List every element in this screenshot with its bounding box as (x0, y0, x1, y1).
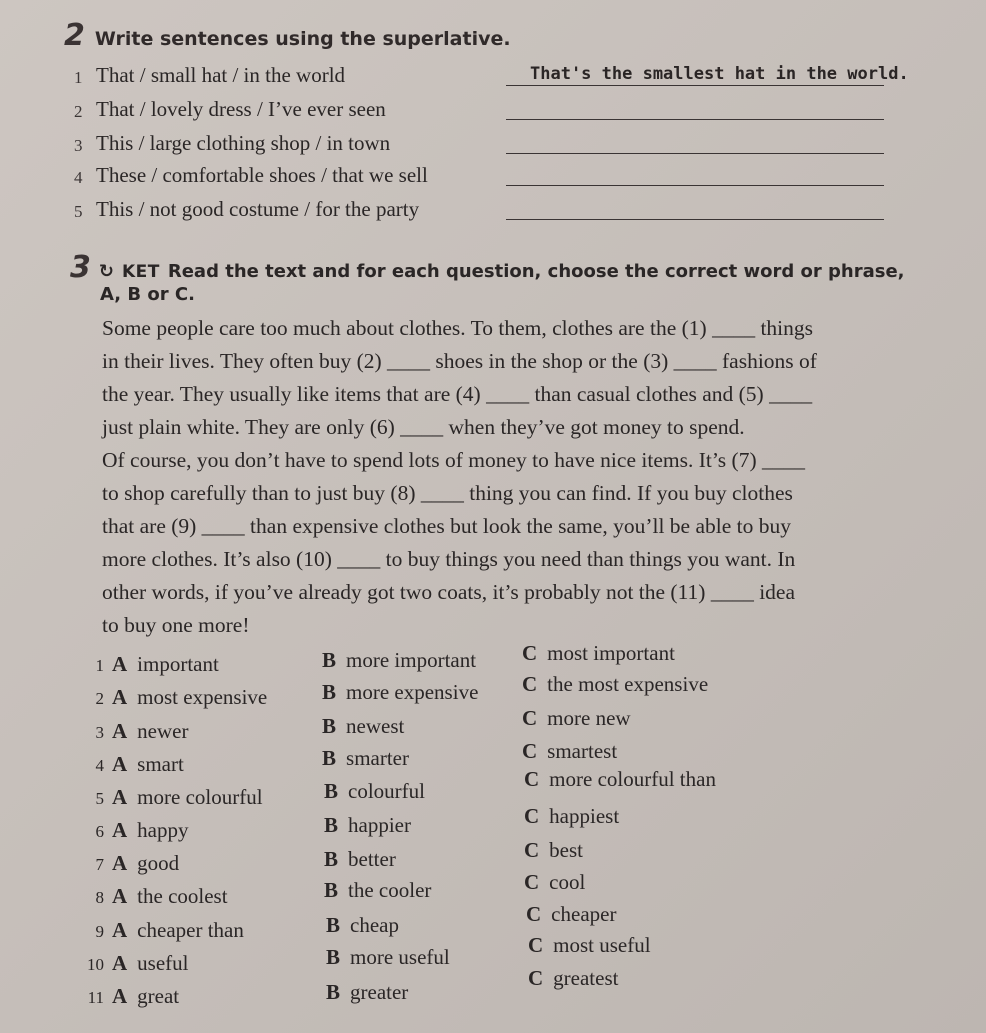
option-text: the coolest (137, 884, 228, 908)
question-number: 10 (87, 955, 104, 974)
option-letter: B (326, 913, 341, 937)
option-a[interactable] (78, 851, 179, 876)
sentence-prompt: These / comfortable shoes / that we sell (96, 163, 428, 187)
exercise-title-continued: A, B or C. (100, 284, 195, 305)
text-line: Some people care too much about clothes. To them, clothes are the (1) ____ things (102, 316, 814, 340)
option-b[interactable] (324, 878, 431, 903)
option-text: more colourful than (549, 767, 716, 791)
question-number: 1 (95, 656, 104, 675)
answer-line[interactable] (506, 185, 884, 186)
option-text: colourful (348, 779, 425, 803)
text-line: that are (9) ____ than expensive clothes but look the same, you’ll be able to buy (102, 514, 792, 538)
option-text: the cooler (348, 878, 432, 902)
text-line: to shop carefully than to just buy (8) ____ thing you can find. If you buy clothes (102, 481, 793, 505)
text-line: more clothes. It’s also (10) ____ to buy things you need than things you want. In (102, 547, 796, 571)
answer-line[interactable] (506, 153, 884, 154)
option-letter: C (528, 966, 544, 990)
option-text: cheaper (551, 902, 617, 926)
option-text: newer (137, 719, 189, 743)
option-c[interactable] (524, 838, 583, 863)
option-letter: A (112, 951, 128, 975)
sentence-row (74, 192, 884, 222)
option-text: smartest (547, 739, 618, 763)
option-text: cool (549, 870, 586, 894)
option-letter: A (112, 918, 128, 942)
sentence-row (74, 126, 884, 156)
exercise-3-header (70, 250, 905, 285)
option-letter: C (524, 767, 540, 791)
option-text: best (549, 838, 583, 862)
option-c[interactable] (524, 804, 619, 829)
option-c[interactable] (528, 933, 651, 958)
option-text: happy (137, 818, 189, 842)
sentence-row (74, 158, 884, 188)
text-line: just plain white. They are only (6) ____ when they’ve got money to spend. (102, 415, 745, 439)
option-text: more colourful (137, 785, 263, 809)
option-text: most important (547, 641, 675, 665)
question-number: 7 (95, 855, 104, 874)
option-a[interactable] (78, 884, 228, 909)
option-letter: B (322, 714, 337, 738)
option-letter: B (326, 980, 341, 1004)
option-a[interactable] (78, 785, 263, 810)
option-letter: C (524, 870, 540, 894)
option-text: great (137, 984, 180, 1008)
option-a[interactable] (78, 951, 189, 976)
option-text: smarter (346, 746, 409, 770)
option-text: most expensive (137, 685, 268, 709)
option-letter: B (324, 779, 339, 803)
option-b[interactable] (322, 714, 404, 739)
option-letter: C (522, 641, 538, 665)
text-line: Of course, you don’t have to spend lots of money to have nice items. It’s (7) ____ (102, 448, 805, 472)
sentence-prompt: This / large clothing shop / in town (96, 131, 391, 155)
option-b[interactable] (324, 779, 425, 804)
option-letter: C (524, 804, 540, 828)
option-letter: C (526, 902, 542, 926)
option-letter: B (322, 746, 337, 770)
option-a[interactable] (78, 652, 219, 677)
option-letter: A (112, 851, 128, 875)
option-text: more new (547, 706, 631, 730)
item-number: 3 (74, 136, 83, 155)
option-letter: C (522, 672, 538, 696)
option-b[interactable] (322, 746, 409, 771)
option-c[interactable] (528, 966, 618, 991)
ket-label: KET (121, 262, 160, 282)
option-a[interactable] (78, 719, 188, 744)
option-letter: B (322, 680, 337, 704)
option-letter: B (324, 878, 339, 902)
option-text: good (137, 851, 180, 875)
option-a[interactable] (78, 918, 244, 943)
sentence-prompt: This / not good costume / for the party (96, 197, 420, 221)
option-text: cheaper than (137, 918, 244, 942)
option-text: useful (137, 951, 189, 975)
item-number: 5 (74, 202, 83, 221)
ket-icon: ↻ (98, 261, 114, 282)
option-letter: A (112, 818, 128, 842)
text-line: in their lives. They often buy (2) ____ shoes in the shop or the (3) ____ fashions of (102, 349, 817, 373)
sentence-prompt: That / lovely dress / I’ve ever seen (96, 97, 386, 121)
answer-line[interactable] (506, 219, 884, 220)
option-letter: B (322, 648, 337, 672)
option-letter: A (112, 719, 128, 743)
option-b[interactable] (324, 847, 396, 872)
question-number: 9 (95, 922, 104, 941)
option-b[interactable] (324, 813, 411, 838)
question-number: 5 (95, 789, 104, 808)
option-letter: A (112, 752, 128, 776)
item-number: 2 (74, 102, 83, 121)
option-c[interactable] (522, 706, 631, 731)
question-number: 2 (95, 689, 104, 708)
answer-line[interactable] (506, 85, 884, 86)
option-text: more useful (350, 945, 450, 969)
exercise-title: Write sentences using the superlative. (94, 28, 511, 50)
handwritten-answer: That's the smallest hat in the world. (530, 64, 909, 84)
item-number: 4 (74, 168, 83, 187)
option-a[interactable] (78, 752, 184, 777)
exercise-title: Read the text and for each question, choose the correct word or phrase, (167, 261, 905, 282)
option-c[interactable] (522, 672, 708, 697)
option-b[interactable] (322, 680, 478, 705)
option-letter: C (522, 706, 538, 730)
option-letter: A (112, 685, 128, 709)
option-text: greatest (553, 966, 619, 990)
option-letter: A (112, 652, 128, 676)
sentence-prompt: That / small hat / in the world (96, 63, 346, 87)
text-line: other words, if you’ve already got two coats, it’s probably not the (11) ____ idea (102, 580, 796, 604)
question-number: 8 (95, 888, 104, 907)
option-letter: A (112, 984, 128, 1008)
option-letter: B (324, 847, 339, 871)
option-text: newest (346, 714, 405, 738)
option-text: better (348, 847, 396, 871)
question-number: 3 (95, 723, 104, 742)
option-letter: A (112, 884, 128, 908)
exercise-2-header (64, 18, 511, 53)
text-line: to buy one more! (102, 613, 250, 637)
option-b[interactable] (322, 648, 476, 673)
option-text: happier (348, 813, 411, 837)
exercise-number: 3 (70, 250, 91, 285)
text-line: the year. They usually like items that are (4) ____ than casual clothes and (5) ____ (102, 382, 813, 406)
option-text: greater (350, 980, 409, 1004)
option-b[interactable] (326, 980, 408, 1005)
option-text: the most expensive (547, 672, 709, 696)
option-letter: C (524, 838, 540, 862)
option-a[interactable] (78, 685, 267, 710)
option-a[interactable] (78, 818, 189, 843)
option-text: more important (346, 648, 477, 672)
option-letter: C (522, 739, 538, 763)
option-text: most useful (553, 933, 651, 957)
option-text: cheap (350, 913, 399, 937)
option-letter: B (324, 813, 339, 837)
option-letter: B (326, 945, 341, 969)
sentence-row (74, 58, 909, 88)
answer-line[interactable] (506, 119, 884, 120)
question-number: 6 (95, 822, 104, 841)
option-letter: A (112, 785, 128, 809)
option-a[interactable] (78, 984, 179, 1009)
option-b[interactable] (326, 945, 450, 970)
option-text: important (137, 652, 219, 676)
option-c[interactable] (524, 870, 585, 895)
item-number: 1 (74, 68, 83, 87)
question-number: 4 (95, 756, 104, 775)
option-text: happiest (549, 804, 620, 828)
option-letter: C (528, 933, 544, 957)
question-number: 11 (87, 988, 104, 1007)
option-b[interactable] (326, 913, 399, 938)
option-c[interactable] (522, 641, 675, 666)
option-text: more expensive (346, 680, 479, 704)
sentence-row (74, 92, 884, 122)
exercise-number: 2 (64, 18, 85, 53)
option-text: smart (137, 752, 184, 776)
option-c[interactable] (522, 739, 617, 764)
option-c[interactable] (524, 767, 716, 792)
option-c[interactable] (526, 902, 616, 927)
